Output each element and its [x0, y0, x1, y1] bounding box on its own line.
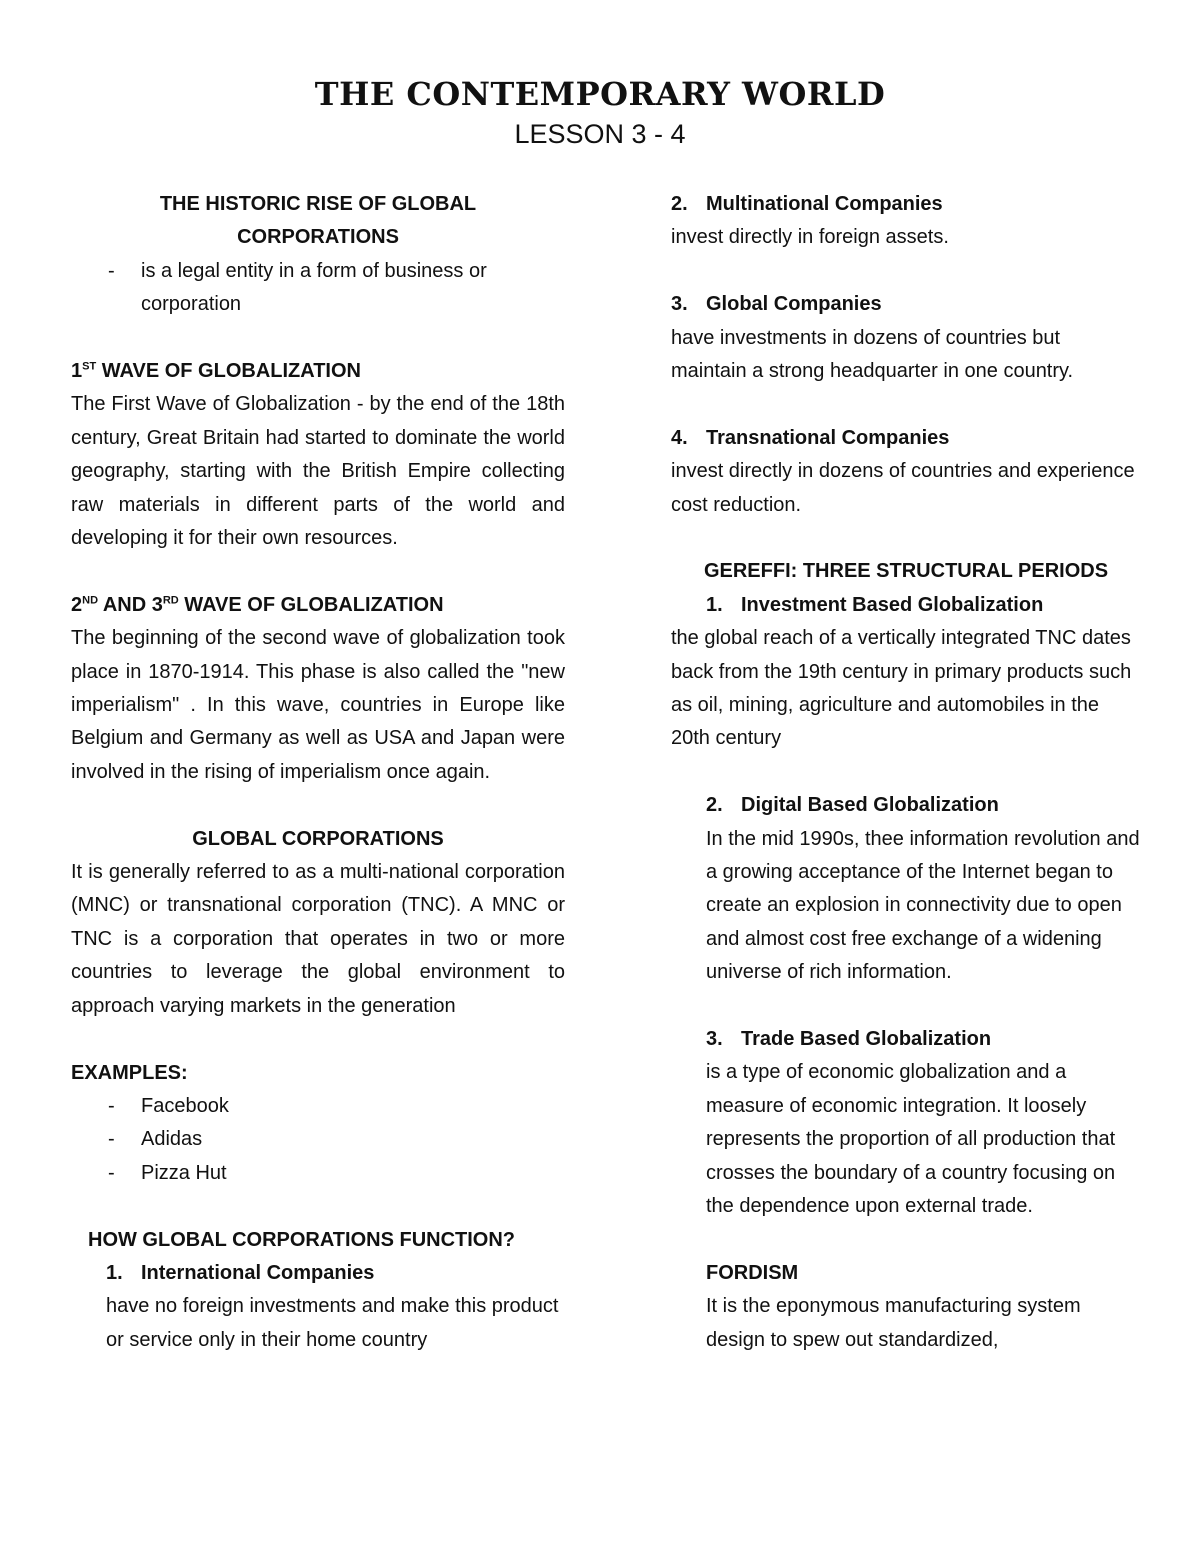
- document-title: THE CONTEMPORARY WORLD: [314, 75, 886, 113]
- fordism-heading: FORDISM: [706, 1261, 799, 1284]
- international-companies-text: have no foreign investments and make this product or service only in their home country: [106, 1295, 559, 1351]
- digital-based-heading: 2. Digital Based Globalization: [706, 794, 999, 817]
- function-heading: HOW GLOBAL CORPORATIONS FUNCTION?: [88, 1228, 516, 1251]
- digital-based-text: In the mid 1990s, thee information revolution and a growing acceptance of the Internet began to create an explosion in connectivity due to open and almost cost free exchange of a widening universe of rich information.: [706, 827, 1140, 984]
- global-corporations-heading: GLOBAL CORPORATIONS: [192, 827, 444, 850]
- digital-based-section: [671, 789, 1141, 989]
- fordism-text: It is the eponymous manufacturing system design to spew out standardized,: [706, 1295, 1081, 1351]
- global-companies-heading: 3. Global Companies: [671, 293, 882, 316]
- historic-definition: - is a legal entity in a form of business or corporation: [71, 255, 565, 322]
- wave23-text: The beginning of the second wave of globalization took place in 1870-1914. This phase is also called the "new imperialism" . In this wave, countries in Europe like Belgium and Germany as well as USA and Japan were involved in the rising of imperialism once again.: [71, 627, 565, 783]
- example-item: - Adidas: [71, 1123, 565, 1156]
- multinational-heading: 2. Multinational Companies: [671, 193, 943, 215]
- historic-heading: THE HISTORIC RISE OF GLOBAL CORPORATIONS: [159, 193, 477, 249]
- examples-list: [71, 1090, 565, 1190]
- global-corporations-text: It is generally referred to as a multi-national corporation (MNC) or transnational corporation (TNC). A MNC or TNC is a corporation that operates in two or more countries to leverage the global environment to approach varying markets in the generation: [71, 861, 565, 1017]
- trade-based-section: [671, 1023, 1141, 1223]
- transnational-text: invest directly in dozens of countries and experience cost reduction.: [671, 460, 1135, 516]
- investment-based-heading: 1. Investment Based Globalization: [706, 593, 1044, 616]
- wave1-text: The First Wave of Globalization - by the end of the 18th century, Great Britain had started to dominate the world geography, starting with the British Empire collecting raw materials in different parts of the world and developing it for their own resources.: [71, 393, 565, 550]
- examples-heading: EXAMPLES:: [71, 1061, 188, 1084]
- fordism-section: [671, 1257, 1141, 1357]
- right-column: [671, 188, 1141, 1357]
- wave1-heading: 1ST WAVE OF GLOBALIZATION: [71, 360, 361, 383]
- historic-definition-list: [71, 255, 565, 322]
- transnational-heading: 4. Transnational Companies: [671, 426, 950, 449]
- trade-based-text: is a type of economic globalization and a measure of economic integration. It loosely represents the proportion of all production that crosses the boundary of a country focusing on the dependence upon external trade.: [706, 1061, 1116, 1218]
- gereffi-heading: GEREFFI: THREE STRUCTURAL PERIODS: [703, 560, 1109, 583]
- example-item: - Facebook: [71, 1090, 565, 1123]
- trade-based-heading: 3. Trade Based Globalization: [706, 1028, 992, 1051]
- investment-based-text: the global reach of a vertically integrated TNC dates back from the 19th century in primary products such as oil, mining, agriculture and automobiles in the 20th century: [671, 627, 1132, 750]
- international-companies-heading: 1. International Companies: [106, 1261, 375, 1284]
- lesson-subtitle: LESSON 3 - 4: [514, 119, 686, 149]
- multinational-text: invest directly in foreign assets.: [671, 226, 949, 249]
- international-companies-section: [71, 1257, 565, 1357]
- global-companies-text: have investments in dozens of countries but maintain a strong headquarter in one country.: [671, 326, 1074, 383]
- wave23-heading: 2ND AND 3RD WAVE OF GLOBALIZATION: [71, 593, 444, 616]
- left-column: [71, 188, 565, 1357]
- example-item: - Pizza Hut: [71, 1157, 565, 1190]
